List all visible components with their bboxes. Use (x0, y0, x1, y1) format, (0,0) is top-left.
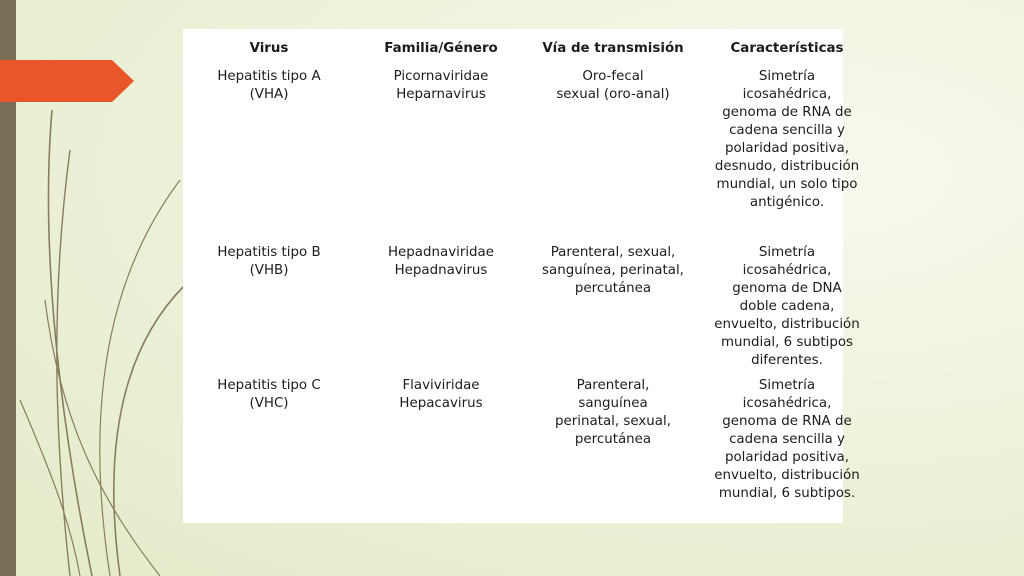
cell-line: diferentes. (751, 353, 823, 368)
cell-line: mundial, 6 subtipos (720, 335, 854, 350)
cell-line: Picornaviridae (393, 69, 489, 84)
cell-line: (VHC) (249, 396, 289, 411)
cell-via-transmision (527, 376, 699, 503)
cell-via-transmision (527, 243, 699, 376)
table-row (183, 376, 875, 503)
table-header-row (183, 29, 875, 67)
cell-line: polaridad positiva, (724, 450, 850, 465)
cell-line: genoma de DNA (732, 281, 842, 296)
cell-line: Hepatitis tipo C (217, 378, 321, 393)
cell-line: icosahédrica, (742, 263, 832, 278)
cell-line: Flaviviridae (402, 378, 480, 393)
hepatitis-comparison-table (183, 29, 875, 503)
cell-line: Oro-fecal (582, 69, 644, 84)
cell-familia-genero (355, 243, 527, 376)
cell-virus (183, 67, 355, 243)
cell-caracteristicas (699, 243, 875, 376)
cell-line: (VHB) (249, 263, 289, 278)
cell-line: sexual (oro-anal) (556, 87, 670, 102)
header-caracteristicas: Características (730, 41, 844, 56)
cell-virus (183, 376, 355, 503)
cell-line: percutánea (574, 432, 652, 447)
cell-line: Parenteral, sexual, (550, 245, 676, 260)
cell-line: percutánea (574, 281, 652, 296)
cell-line: icosahédrica, (742, 396, 832, 411)
cell-line: Hepatitis tipo A (217, 69, 321, 84)
table-row (183, 243, 875, 376)
cell-line: mundial, 6 subtipos. (718, 486, 856, 501)
cell-line: polaridad positiva, (724, 141, 850, 156)
cell-line: cadena sencilla y (729, 123, 845, 138)
cell-line: antigénico. (749, 195, 825, 210)
cell-line: Hepadnaviridae (387, 245, 495, 260)
cell-line: icosahédrica, (742, 87, 832, 102)
header-virus: Virus (249, 41, 289, 56)
cell-line: Simetría (758, 245, 816, 260)
cell-line: sanguínea, perinatal, (542, 263, 684, 278)
cell-line: doble cadena, (739, 299, 835, 314)
header-via-transmision: Vía de transmisión (542, 41, 684, 56)
cell-line: cadena sencilla y (729, 432, 845, 447)
table-row (183, 67, 875, 243)
cell-line: envuelto, distribución (714, 317, 860, 332)
cell-caracteristicas (699, 67, 875, 243)
cell-line: Parenteral, (576, 378, 650, 393)
cell-line: Hepatitis tipo B (217, 245, 321, 260)
cell-line: envuelto, distribución (714, 468, 860, 483)
cell-line: desnudo, distribución (714, 159, 860, 174)
cell-line: Simetría (758, 378, 816, 393)
cell-caracteristicas (699, 376, 875, 503)
cell-line: mundial, un solo tipo (716, 177, 858, 192)
cell-familia-genero (355, 376, 527, 503)
cell-line: perinatal, sexual, (555, 414, 671, 429)
header-familia-genero: Familia/Género (384, 41, 498, 56)
cell-via-transmision (527, 67, 699, 243)
hepatitis-table-panel (183, 29, 860, 523)
cell-line: genoma de RNA de (722, 414, 852, 429)
cell-line: genoma de RNA de (722, 105, 852, 120)
cell-line: sanguínea (578, 396, 648, 411)
accent-arrow-tab (0, 60, 134, 102)
cell-line: Hepadnavirus (394, 263, 488, 278)
cell-line: (VHA) (249, 87, 289, 102)
cell-line: Simetría (758, 69, 816, 84)
cell-familia-genero (355, 67, 527, 243)
cell-virus (183, 243, 355, 376)
cell-line: Hepacavirus (399, 396, 483, 411)
cell-line: Heparnavirus (396, 87, 486, 102)
